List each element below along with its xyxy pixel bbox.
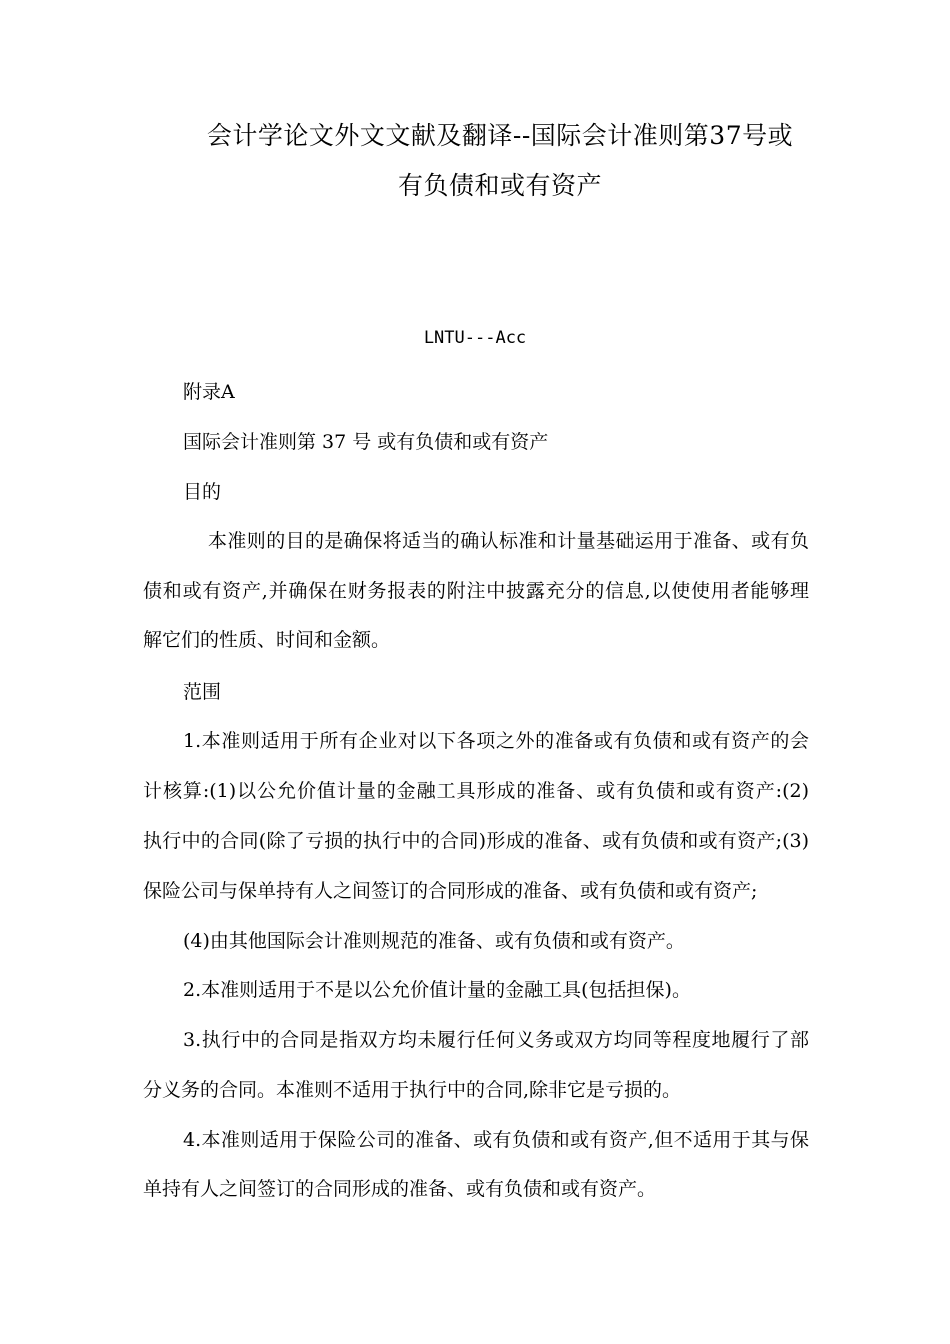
scope-item-4-line: 4.本准则适用于保险公司的准备、或有负债和或有资产,但不适用于其与保	[183, 1129, 809, 1151]
objective-paragraph-line: 解它们的性质、时间和金额。	[143, 629, 391, 651]
document-title-line-1: 会计学论文外文文献及翻译--国际会计准则第37号或	[206, 121, 794, 150]
scope-item-3-line: 3.执行中的合同是指双方均未履行任何义务或双方均同等程度地履行了部	[183, 1029, 809, 1051]
scope-item-2-line: 2.本准则适用于不是以公允价值计量的金融工具(包括担保)。	[183, 979, 691, 1001]
standard-heading: 国际会计准则第 37 号 或有负债和或有资产	[183, 431, 549, 453]
scope-item-1-line: 1.本准则适用于所有企业对以下各项之外的准备或有负债和或有资产的会	[183, 730, 809, 752]
scope-item-1-line: (4)由其他国际会计准则规范的准备、或有负债和或有资产。	[183, 930, 685, 952]
scope-heading: 范围	[183, 681, 222, 703]
objective-paragraph-line: 本准则的目的是确保将适当的确认标准和计量基础运用于准备、或有负	[208, 530, 809, 552]
objective-paragraph-line: 债和或有资产,并确保在财务报表的附注中披露充分的信息,以使使用者能够理	[143, 580, 809, 602]
document-title-line-2: 有负债和或有资产	[397, 171, 602, 200]
appendix-label: 附录A	[183, 381, 235, 403]
scope-item-4-line: 单持有人之间签订的合同形成的准备、或有负债和或有资产。	[143, 1178, 657, 1200]
scope-item-1-line: 执行中的合同(除了亏损的执行中的合同)形成的准备、或有负债和或有资产;(3)	[143, 830, 809, 852]
scope-item-1-line: 保险公司与保单持有人之间签订的合同形成的准备、或有负债和或有资产;	[143, 880, 758, 902]
author-code: LNTU---Acc	[423, 328, 527, 348]
scope-item-1-line: 计核算:(1)以公允价值计量的金融工具形成的准备、或有负债和或有资产:(2)	[143, 780, 809, 802]
objective-heading: 目的	[183, 481, 222, 503]
scope-item-3-line: 分义务的合同。本准则不适用于执行中的合同,除非它是亏损的。	[143, 1079, 682, 1101]
